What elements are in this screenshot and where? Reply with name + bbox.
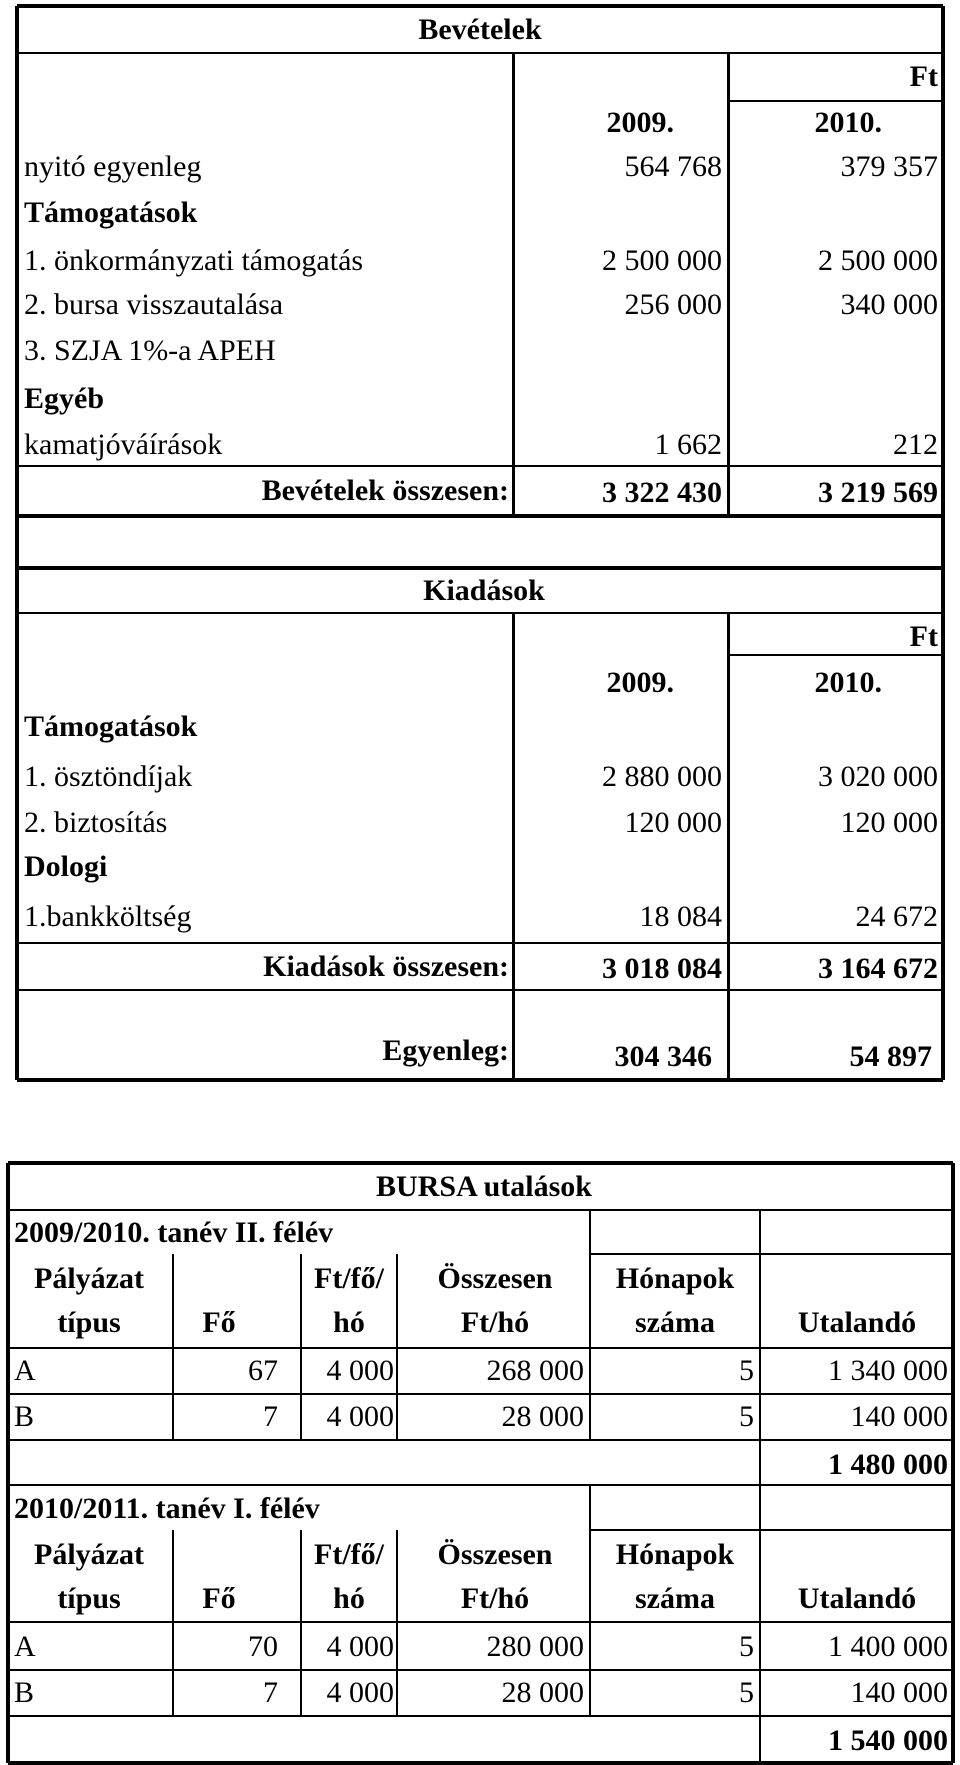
semester-total: 1 480 000 [828,1448,948,1481]
grid-line [941,516,945,568]
column-header: típus [57,1582,121,1615]
grid-line [17,514,943,518]
grid-line [8,1621,953,1623]
semester-title: 2009/2010. tanév II. félév [14,1216,334,1249]
semester-title: 2010/2011. tanév I. félév [14,1492,320,1525]
grid-line [8,1439,953,1441]
grid-line [8,1669,953,1671]
row-label: 1. önkormányzati támogatás [24,244,364,277]
cell-value: 4 000 [326,1676,394,1709]
grid-line [590,1253,953,1255]
grid-line [589,1210,591,1254]
cell-value: 1 400 000 [828,1630,948,1663]
row-label: 2. bursa visszautalása [24,288,284,321]
column-header: Pályázat [34,1262,144,1295]
year-2009-header: 2009. [606,106,674,139]
cell-value: 5 [739,1400,754,1433]
cell-type: B [14,1676,35,1709]
grid-line [17,1078,943,1082]
value-2009: 18 084 [639,900,722,933]
grid-line [941,6,945,516]
cell-value: 7 [263,1676,278,1709]
balance-label: Egyenleg: [382,1034,509,1067]
total-label: Bevételek összesen: [261,474,509,507]
grid-line [759,1485,761,1530]
value-2010: 120 000 [840,806,938,839]
value-2009: 256 000 [624,288,722,321]
cell-value: 268 000 [486,1354,584,1387]
cell-value: 67 [248,1354,278,1387]
grid-line [727,613,730,1080]
column-header: Ft/hó [460,1306,530,1339]
column-header: Pályázat [34,1538,144,1571]
value-2009: 1 662 [654,428,722,461]
row-label: Egyéb [24,382,105,415]
column-header: száma [635,1306,715,1339]
year-2009-header: 2009. [606,666,674,699]
value-2009: 2 500 000 [602,244,722,277]
grid-line [759,1440,761,1485]
value-2009: 564 768 [624,150,722,183]
cell-value: 28 000 [501,1676,584,1709]
row-label: 1. ösztöndíjak [24,760,193,793]
cell-value: 1 340 000 [828,1354,948,1387]
column-header: típus [57,1306,121,1339]
total-2009: 3 322 430 [602,476,722,509]
grid-line [590,1529,953,1531]
cell-value: 28 000 [501,1400,584,1433]
grid-line [17,989,943,991]
grid-line [759,1716,761,1763]
value-2010: 379 357 [840,150,938,183]
grid-line [17,612,943,614]
grid-line [17,4,943,8]
column-header: Ft/hó [460,1582,530,1615]
value-2010: 24 672 [855,900,938,933]
table-title: Kiadások [423,574,545,607]
value-2009: 2 880 000 [602,760,722,793]
row-label: 3. SZJA 1%-a APEH [24,334,276,367]
column-header: száma [635,1582,715,1615]
column-header: Ft/fő/ [314,1262,384,1295]
row-label: Dologi [24,850,108,883]
grid-line [17,942,943,944]
year-2010-header: 2010. [814,106,882,139]
row-label: 2. biztosítás [24,806,168,839]
grid-line [512,53,515,516]
grid-line [6,1163,10,1763]
column-header: hó [333,1306,365,1339]
column-header: Ft/fő/ [314,1538,384,1571]
grid-line [759,1210,761,1254]
value-2010: 212 [893,428,938,461]
cell-value: 7 [263,1400,278,1433]
total-2010: 3 164 672 [818,952,938,985]
row-label: 1.bankköltség [24,900,192,933]
grid-line [941,568,945,1080]
grid-line [15,568,19,1080]
column-header: Fő [202,1582,236,1615]
value-2010: 2 500 000 [818,244,938,277]
total-2009: 3 018 084 [602,952,722,985]
grid-line [589,1485,591,1530]
cell-value: 140 000 [850,1676,948,1709]
cell-value: 4 000 [326,1630,394,1663]
grid-line [728,100,943,102]
cell-type: A [14,1630,36,1663]
unit-label: Ft [909,60,938,93]
cell-type: B [14,1400,35,1433]
grid-line [8,1484,953,1486]
column-header: Hónapok [615,1262,735,1295]
value-2009: 120 000 [624,806,722,839]
total-2010: 3 219 569 [818,476,938,509]
cell-value: 4 000 [326,1400,394,1433]
cell-value: 140 000 [850,1400,948,1433]
column-header: Összesen [437,1262,553,1295]
total-label: Kiadások összesen: [263,950,509,983]
grid-line [728,654,943,656]
grid-line [15,6,19,516]
cell-value: 70 [248,1630,278,1663]
balance-2010: 54 897 [849,1040,932,1073]
cell-value: 5 [739,1676,754,1709]
grid-line [8,1161,953,1165]
year-2010-header: 2010. [814,666,882,699]
cell-value: 5 [739,1354,754,1387]
column-header: Fő [202,1306,236,1339]
table-title: BURSA utalások [376,1170,592,1203]
grid-line [17,52,943,54]
grid-line [8,1761,953,1765]
grid-line [8,1715,953,1717]
table-title: Bevételek [418,13,542,46]
value-2010: 3 020 000 [818,760,938,793]
grid-line [17,465,943,467]
row-label: nyitó egyenleg [24,150,202,183]
cell-value: 5 [739,1630,754,1663]
cell-type: A [14,1354,36,1387]
column-header: Utalandó [797,1582,917,1615]
row-label: kamatjóváírások [24,428,223,461]
value-2010: 340 000 [840,288,938,321]
unit-label: Ft [909,620,938,653]
grid-line [8,1393,953,1395]
cell-value: 280 000 [486,1630,584,1663]
row-label: Támogatások [24,196,198,229]
grid-line [15,516,19,568]
column-header: hó [333,1582,365,1615]
column-header: Összesen [437,1538,553,1571]
column-header: Utalandó [797,1306,917,1339]
cell-value: 4 000 [326,1354,394,1387]
row-label: Támogatások [24,710,198,743]
grid-line [17,566,943,570]
column-header: Hónapok [615,1538,735,1571]
balance-2009: 304 346 [614,1040,712,1073]
grid-line [8,1209,953,1211]
semester-total: 1 540 000 [828,1724,948,1757]
grid-line [512,613,515,1080]
grid-line [8,1347,953,1349]
grid-line [727,53,730,516]
